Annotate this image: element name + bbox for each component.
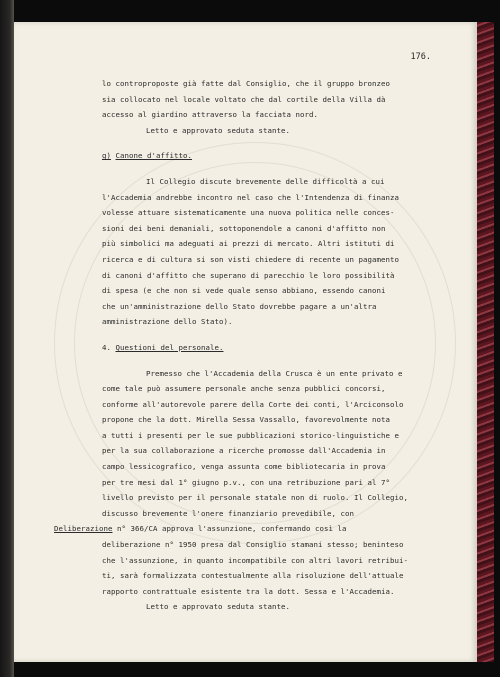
- text-line: campo lessicografico, venga assunta come bibliotecaria in prova: [102, 462, 386, 472]
- deliberation-line: [54, 521, 440, 537]
- section-marker: 4.: [102, 342, 111, 352]
- text-line: a tutti i presenti per le sue pubblicazioni storico-linguistiche e: [102, 430, 399, 440]
- text-line: di canoni d'affitto che superano di parecchio le loro possibilità: [102, 270, 395, 280]
- section-heading-g: [102, 148, 440, 164]
- text-line: più simbolici ma adeguati ai prezzi di mercato. Altri istituti di: [102, 239, 395, 249]
- text-line: che l'assunzione, in quanto incompatibile con altri lavori retribui-: [102, 555, 408, 565]
- approval-line: Letto e approvato seduta stante.: [146, 125, 290, 135]
- approval-line: Letto e approvato seduta stante.: [146, 602, 290, 612]
- page-number: 176.: [410, 52, 431, 62]
- text-line: ricerca e di cultura si son visti chiedere di recente un pagamento: [102, 254, 399, 264]
- book-gutter-left: [0, 0, 14, 677]
- text-line: per tre mesi dal 1° giugno p.v., con una retribuzione pari al 7°: [102, 477, 390, 487]
- text-line: accesso al giardino attraverso la facciata nord.: [102, 110, 318, 120]
- section-heading-4: [102, 340, 440, 356]
- text-line: Il Collegio discute brevemente delle difficoltà a cui: [146, 176, 385, 186]
- text-line: discusso brevemente l'onere finanziario prevedibile, con: [102, 508, 354, 518]
- text-line: deliberazione n° 1950 presa dal Consiglio stamani stesso; beninteso: [102, 540, 404, 550]
- text-line: conforme all'autorevole parere della Corte dei conti, l'Arciconsolo: [102, 399, 404, 409]
- text-line: livello previsto per il personale statale non di ruolo. Il Collegio,: [102, 493, 408, 503]
- text-line: come tale può assumere personale anche senza pubblici concorsi,: [102, 384, 386, 394]
- text-line: volesse attuare sistematicamente una nuova politica nelle conces-: [102, 208, 395, 218]
- text-line: di spesa (e che non si vede quale senso abbiano, essendo canoni: [102, 286, 386, 296]
- deliberation-text: n° 366/CA approva l'assunzione, confermando così la: [112, 524, 347, 534]
- section-title: Questioni del personale.: [115, 342, 224, 352]
- text-line: sioni dei beni demaniali, sottoponendole a canoni d'affitto non: [102, 223, 386, 233]
- text-line: amministrazione dello Stato).: [102, 317, 233, 327]
- document-text: [54, 76, 440, 615]
- book-binding: [476, 22, 494, 662]
- deliberation-label: Deliberazione: [54, 524, 113, 534]
- text-line: propone che la dott. Mirella Sessa Vassallo, favorevolmente nota: [102, 415, 390, 425]
- text-line: ti, sarà formalizzata contestualmente alla risoluzione dell'attuale: [102, 571, 404, 581]
- text-line: per la sua collaborazione a ricerche promosse dall'Accademia in: [102, 446, 386, 456]
- text-line: rapporto contrattuale esistente tra la dott. Sessa e l'Accademia.: [102, 586, 395, 596]
- section-title: Canone d'affitto.: [115, 151, 192, 161]
- text-line: Premesso che l'Accademia della Crusca è un ente privato e: [146, 368, 403, 378]
- text-line: che un'amministrazione dello Stato dovrebbe pagare a un'altra: [102, 301, 377, 311]
- text-line: sia collocato nel locale voltato che dal cortile della Villa dà: [102, 94, 386, 104]
- section-marker: g): [102, 151, 111, 161]
- text-line: lo controproposte già fatte dal Consiglio, che il gruppo bronzeo: [102, 79, 390, 88]
- text-line: l'Accademia andrebbe incontro nel caso che l'Intendenza di finanza: [102, 192, 399, 202]
